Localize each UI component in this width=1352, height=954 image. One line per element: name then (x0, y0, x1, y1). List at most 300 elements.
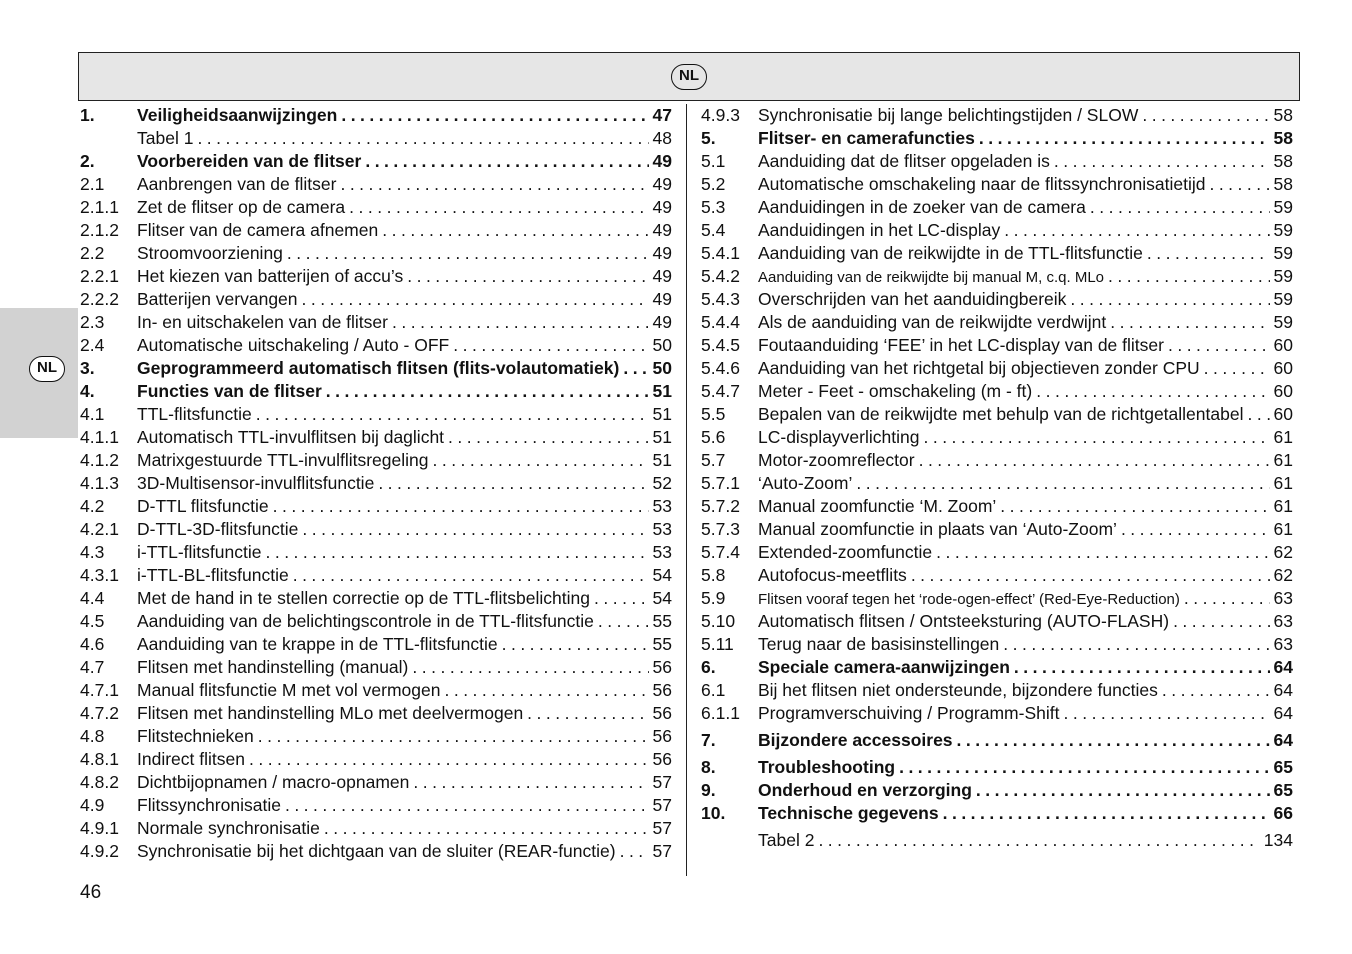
toc-entry[interactable] (80, 426, 672, 449)
toc-entry-number: 4.9.3 (701, 105, 740, 125)
toc-dot-leader (407, 265, 648, 288)
toc-entry-page: 53 (652, 519, 672, 539)
toc-entry-number: 2. (80, 151, 95, 171)
toc-entry-page: 59 (1273, 243, 1293, 263)
toc-entry[interactable] (701, 334, 1293, 357)
toc-entry-title: Synchronisatie bij het dichtgaan van de sluiter (REAR-functie) (137, 841, 616, 861)
toc-dot-leader (1014, 656, 1270, 679)
toc-dot-leader (1173, 610, 1269, 633)
toc-entry-page: 64 (1273, 703, 1293, 723)
toc-entry-title: i-TTL-flitsfunctie (137, 542, 262, 562)
toc-entry-page: 58 (1273, 128, 1293, 148)
toc-entry-number: 4.9 (80, 795, 105, 815)
toc-dot-leader (453, 334, 648, 357)
toc-dot-leader (285, 794, 649, 817)
toc-dot-leader (1063, 702, 1269, 725)
toc-dot-leader (382, 219, 648, 242)
toc-entry-page: 62 (1273, 542, 1293, 562)
toc-entry[interactable] (80, 288, 672, 311)
toc-entry-title: Flitstechnieken (137, 726, 254, 746)
toc-entry-title: In- en uitschakelen van de flitser (137, 312, 388, 332)
toc-entry-title: 3D-Multisensor-invulflitsfunctie (137, 473, 375, 493)
toc-entry-page: 49 (652, 197, 672, 217)
toc-entry[interactable] (701, 633, 1293, 656)
toc-dot-leader (957, 729, 1270, 752)
toc-entry-number: 4.1.1 (80, 427, 119, 447)
toc-dot-leader (976, 779, 1270, 802)
toc-entry-page: 49 (652, 266, 672, 286)
toc-entry-title: Flitsen vooraf tegen het ‘rode-ogen-effect’ (Red-Eye-Reduction) (758, 591, 1180, 608)
toc-entry-number: 4.9.2 (80, 841, 119, 861)
toc-entry-number: 5.4.5 (701, 335, 740, 355)
toc-entry-page: 51 (652, 404, 672, 424)
toc-entry-title: Flitsen met handinstelling MLo met deelvermogen (137, 703, 524, 723)
toc-entry-number: 6. (701, 657, 716, 677)
toc-entry-title: Automatisch flitsen / Ontsteeksturing (AUTO-FLASH) (758, 611, 1170, 631)
toc-entry[interactable] (80, 196, 672, 219)
toc-entry-number: 5.4.7 (701, 381, 740, 401)
toc-entry-page: 64 (1273, 730, 1293, 750)
toc-dot-leader (324, 817, 649, 840)
toc-entry[interactable] (80, 150, 672, 173)
toc-entry[interactable] (80, 495, 672, 518)
toc-entry-page: 61 (1273, 427, 1293, 447)
toc-dot-leader (287, 242, 649, 265)
toc-entry-title: Extended-zoomfunctie (758, 542, 933, 562)
page-number: 46 (80, 882, 102, 903)
toc-entry-title: Aanduiding dat de flitser opgeladen is (758, 151, 1050, 171)
toc-dot-leader (340, 173, 648, 196)
toc-entry-page: 48 (652, 128, 672, 148)
toc-entry[interactable] (701, 127, 1293, 150)
toc-entry[interactable] (701, 403, 1293, 426)
toc-entry-page: 59 (1273, 266, 1293, 286)
toc-entry[interactable] (80, 242, 672, 265)
toc-entry-title: Technische gegevens (758, 803, 939, 823)
toc-entry-page: 60 (1273, 404, 1293, 424)
toc-entry-number: 5.2 (701, 174, 726, 194)
toc-dot-leader (623, 357, 648, 380)
toc-entry[interactable] (80, 449, 672, 472)
toc-dot-leader (378, 472, 648, 495)
toc-entry-title: Normale synchronisatie (137, 818, 320, 838)
toc-entry-page: 57 (652, 841, 672, 861)
toc-entry[interactable] (80, 104, 672, 127)
toc-entry-number: 2.1.2 (80, 220, 119, 240)
toc-entry-page: 56 (652, 680, 672, 700)
toc-entry-page: 51 (652, 427, 672, 447)
toc-entry-number: 4.1.3 (80, 473, 119, 493)
toc-entry-page: 55 (652, 634, 672, 654)
toc-entry[interactable] (80, 817, 672, 840)
toc-entry-number: 5. (701, 128, 716, 148)
toc-entry-page: 55 (652, 611, 672, 631)
toc-entry[interactable] (701, 587, 1293, 610)
toc-entry-page: 65 (1273, 780, 1293, 800)
toc-dot-leader (911, 564, 1270, 587)
toc-entry-title: Autofocus-meetflits (758, 565, 907, 585)
toc-entry[interactable] (701, 829, 1293, 852)
toc-entry-title: Overschrijden van het aanduidingbereik (758, 289, 1067, 309)
toc-entry[interactable] (701, 472, 1293, 495)
toc-dot-leader (1070, 288, 1269, 311)
toc-entry-page: 49 (652, 243, 672, 263)
toc-entry[interactable] (701, 196, 1293, 219)
toc-entry[interactable] (80, 334, 672, 357)
toc-entry[interactable] (701, 265, 1293, 288)
toc-entry-number: 6.1 (701, 680, 726, 700)
toc-entry-number: 4.4 (80, 588, 105, 608)
toc-entry-number: 5.4.3 (701, 289, 740, 309)
toc-entry[interactable] (80, 771, 672, 794)
toc-dot-leader (1036, 380, 1269, 403)
toc-entry-number: 5.4 (701, 220, 726, 240)
toc-entry[interactable] (80, 840, 672, 863)
toc-entry-title: Indirect flitsen (137, 749, 245, 769)
toc-entry-title: Flitser van de camera afnemen (137, 220, 379, 240)
toc-entry-title: D-TTL-3D-flitsfunctie (137, 519, 299, 539)
toc-entry-title: Aanduiding van de reikwijdte in de TTL-flitsfunctie (758, 243, 1143, 263)
toc-dot-leader (392, 311, 649, 334)
toc-entry-number: 4.2 (80, 496, 105, 516)
toc-dot-leader (923, 426, 1269, 449)
toc-entry-number: 4.3.1 (80, 565, 119, 585)
toc-entry-page: 61 (1273, 450, 1293, 470)
toc-entry-title: TTL-flitsfunctie (137, 404, 252, 424)
toc-entry-page: 60 (1273, 335, 1293, 355)
toc-dot-leader (273, 495, 649, 518)
toc-entry-number: 10. (701, 803, 726, 823)
toc-entry[interactable] (701, 288, 1293, 311)
toc-dot-leader (448, 426, 648, 449)
toc-entry-title: Tabel 2 (758, 830, 815, 850)
toc-entry-title: Synchronisatie bij lange belichtingstijden / SLOW (758, 105, 1139, 125)
toc-dot-leader (1000, 495, 1269, 518)
toc-entry[interactable] (80, 564, 672, 587)
toc-left-column (80, 104, 672, 863)
toc-entry-number: 4.1.2 (80, 450, 119, 470)
toc-entry-title: Troubleshooting (758, 757, 896, 777)
toc-entry-page: 62 (1273, 565, 1293, 585)
toc-entry-title: Foutaanduiding ‘FEE’ in het LC-display van de flitser (758, 335, 1164, 355)
toc-dot-leader (1003, 633, 1269, 656)
toc-entry[interactable] (80, 472, 672, 495)
toc-dot-leader (594, 587, 649, 610)
toc-entry[interactable] (701, 242, 1293, 265)
toc-dot-leader (1162, 679, 1270, 702)
toc-entry-number: 5.10 (701, 611, 736, 631)
toc-entry[interactable] (80, 311, 672, 334)
toc-entry-page: 57 (652, 818, 672, 838)
toc-entry[interactable] (80, 541, 672, 564)
toc-entry-page: 49 (652, 174, 672, 194)
toc-entry-page: 47 (652, 105, 672, 125)
toc-dot-leader (936, 541, 1269, 564)
toc-entry-page: 59 (1273, 197, 1293, 217)
toc-entry-number: 4.2.1 (80, 519, 119, 539)
toc-entry-number: 3. (80, 358, 95, 378)
toc-entry-title: Automatische omschakeling naar de flitssynchronisatietijd (758, 174, 1206, 194)
toc-entry-page: 60 (1273, 381, 1293, 401)
toc-dot-leader (249, 748, 649, 771)
toc-entry-number: 5.4.1 (701, 243, 740, 263)
toc-entry-number: 2.2.2 (80, 289, 119, 309)
toc-entry[interactable] (80, 127, 672, 150)
toc-entry-page: 50 (652, 335, 672, 355)
toc-entry-page: 53 (652, 542, 672, 562)
toc-entry-title: Bepalen van de reikwijdte met behulp van de richtgetallentabel (758, 404, 1244, 424)
toc-entry-number: 5.7.1 (701, 473, 740, 493)
toc-entry-number: 7. (701, 730, 716, 750)
toc-entry-page: 63 (1273, 611, 1293, 631)
toc-entry-number: 9. (701, 780, 716, 800)
toc-entry-page: 63 (1273, 588, 1293, 608)
toc-entry-number: 1. (80, 105, 95, 125)
toc-dot-leader (818, 829, 1259, 852)
toc-entry-page: 59 (1273, 220, 1293, 240)
toc-entry-page: 57 (652, 772, 672, 792)
toc-entry-number: 4.8.2 (80, 772, 119, 792)
toc-entry-page: 50 (652, 358, 672, 378)
toc-entry-number: 8. (701, 757, 716, 777)
toc-entry[interactable] (701, 541, 1293, 564)
toc-dot-leader (256, 403, 649, 426)
toc-entry[interactable] (80, 725, 672, 748)
toc-entry[interactable] (80, 610, 672, 633)
toc-dot-leader (341, 104, 648, 127)
toc-entry-number: 2.4 (80, 335, 105, 355)
toc-entry-page: 56 (652, 657, 672, 677)
toc-dot-leader (432, 449, 648, 472)
toc-entry[interactable] (80, 380, 672, 403)
toc-entry[interactable] (701, 802, 1293, 825)
toc-dot-leader (899, 756, 1269, 779)
toc-entry-page: 65 (1273, 757, 1293, 777)
toc-dot-leader (1121, 518, 1270, 541)
toc-entry-number: 5.1 (701, 151, 726, 171)
toc-entry-title: Manual zoomfunctie in plaats van ‘Auto-Zoom’ (758, 519, 1117, 539)
toc-entry[interactable] (701, 495, 1293, 518)
toc-entry-number: 2.1 (80, 174, 105, 194)
toc-dot-leader (197, 127, 648, 150)
toc-entry[interactable] (701, 173, 1293, 196)
toc-entry[interactable] (80, 403, 672, 426)
toc-entry-title: ‘Auto-Zoom’ (758, 473, 853, 493)
toc-entry-number: 4.5 (80, 611, 105, 631)
toc-entry-title: Flitsen met handinstelling (manual) (137, 657, 409, 677)
toc-entry-title: Automatische uitschakeling / Auto - OFF (137, 335, 450, 355)
toc-entry-page: 64 (1273, 680, 1293, 700)
toc-entry[interactable] (701, 564, 1293, 587)
toc-entry[interactable] (80, 265, 672, 288)
toc-entry-page: 49 (652, 289, 672, 309)
toc-entry-number: 5.6 (701, 427, 726, 447)
toc-entry[interactable] (701, 219, 1293, 242)
toc-entry[interactable] (80, 656, 672, 679)
toc-dot-leader (293, 564, 649, 587)
toc-entry-number: 6.1.1 (701, 703, 740, 723)
toc-entry-page: 49 (652, 312, 672, 332)
toc-entry-page: 49 (652, 220, 672, 240)
toc-entry-page: 61 (1273, 519, 1293, 539)
toc-entry-title: Batterijen vervangen (137, 289, 298, 309)
toc-entry-number: 2.2 (80, 243, 105, 263)
toc-entry-number: 4.8 (80, 726, 105, 746)
toc-dot-leader (1142, 104, 1269, 127)
toc-entry-page: 56 (652, 749, 672, 769)
toc-dot-leader (1247, 403, 1269, 426)
toc-dot-leader (365, 150, 648, 173)
toc-entry-page: 56 (652, 726, 672, 746)
toc-right-column (701, 104, 1293, 852)
toc-entry-title: Dichtbijopnamen / macro-opnamen (137, 772, 410, 792)
toc-entry[interactable] (701, 729, 1293, 752)
toc-entry-page: 58 (1273, 105, 1293, 125)
toc-entry-number: 4.3 (80, 542, 105, 562)
toc-entry-title: Terug naar de basisinstellingen (758, 634, 1000, 654)
toc-entry-title: LC-displayverlichting (758, 427, 920, 447)
side-language-badge: NL (29, 356, 65, 382)
toc-dot-leader (349, 196, 648, 219)
toc-dot-leader (979, 127, 1270, 150)
toc-entry-number: 2.3 (80, 312, 105, 332)
toc-dot-leader (444, 679, 648, 702)
toc-entry[interactable] (701, 702, 1293, 725)
toc-entry-title: Als de aanduiding van de reikwijdte verdwijnt (758, 312, 1107, 332)
toc-entry-page: 59 (1273, 289, 1293, 309)
toc-entry-number: 5.5 (701, 404, 726, 424)
toc-entry-page: 51 (652, 381, 672, 401)
toc-dot-leader (1209, 173, 1269, 196)
toc-entry[interactable] (80, 702, 672, 725)
toc-entry-page: 66 (1273, 803, 1293, 823)
toc-entry-number: 2.1.1 (80, 197, 119, 217)
toc-entry-title: Automatisch TTL-invulflitsen bij daglicht (137, 427, 445, 447)
language-badge: NL (671, 64, 707, 90)
toc-entry[interactable] (701, 610, 1293, 633)
toc-entry-page: 59 (1273, 312, 1293, 332)
toc-entry[interactable] (701, 380, 1293, 403)
toc-entry[interactable] (80, 173, 672, 196)
toc-entry[interactable] (80, 633, 672, 656)
toc-entry-page: 54 (652, 565, 672, 585)
toc-entry-title: Aanduiding van het richtgetal bij objectieven zonder CPU (758, 358, 1200, 378)
toc-dot-leader (1054, 150, 1270, 173)
toc-entry-title: Meter - Feet - omschakeling (m - ft) (758, 381, 1033, 401)
toc-entry[interactable] (701, 779, 1293, 802)
toc-entry[interactable] (80, 794, 672, 817)
toc-dot-leader (1090, 196, 1270, 219)
toc-entry-number: 4.9.1 (80, 818, 119, 838)
toc-entry[interactable] (701, 104, 1293, 127)
toc-entry-number: 5.7.2 (701, 496, 740, 516)
toc-dot-leader (856, 472, 1269, 495)
toc-entry[interactable] (701, 311, 1293, 334)
toc-entry[interactable] (701, 756, 1293, 779)
toc-dot-leader (326, 380, 649, 403)
toc-entry-page: 61 (1273, 496, 1293, 516)
toc-entry-title: Aanduiding van de belichtingscontrole in de TTL-flitsfunctie (137, 611, 594, 631)
toc-entry-title: Aanduiding van de reikwijdte bij manual M, c.q. MLo (758, 269, 1105, 286)
toc-entry-page: 54 (652, 588, 672, 608)
toc-entry-title: Met de hand in te stellen correctie op de TTL-flitsbelichting (137, 588, 590, 608)
toc-dot-leader (413, 771, 648, 794)
toc-entry-page: 61 (1273, 473, 1293, 493)
toc-entry[interactable] (80, 357, 672, 380)
toc-entry-title: Motor-zoomreflector (758, 450, 915, 470)
toc-entry-title: Het kiezen van batterijen of accu’s (137, 266, 404, 286)
toc-entry-title: Functies van de flitser (137, 381, 322, 401)
toc-entry-title: Tabel 1 (137, 128, 194, 148)
toc-entry-number: 5.4.6 (701, 358, 740, 378)
toc-dot-leader (1108, 265, 1270, 288)
toc-entry-page: 57 (652, 795, 672, 815)
toc-entry-title: Manual zoomfunctie ‘M. Zoom’ (758, 496, 997, 516)
toc-entry[interactable] (701, 426, 1293, 449)
toc-entry-page: 58 (1273, 151, 1293, 171)
toc-entry[interactable] (701, 357, 1293, 380)
toc-dot-leader (265, 541, 648, 564)
toc-entry[interactable] (701, 679, 1293, 702)
toc-entry-title: Flitssynchronisatie (137, 795, 281, 815)
toc-entry-title: Bij het flitsen niet ondersteunde, bijzondere functies (758, 680, 1158, 700)
toc-entry-page: 134 (1263, 830, 1293, 850)
toc-entry[interactable] (701, 150, 1293, 173)
toc-entry-page: 52 (652, 473, 672, 493)
toc-dot-leader (943, 802, 1270, 825)
toc-entry-page: 56 (652, 703, 672, 723)
toc-entry-title: Aanduidingen in de zoeker van de camera (758, 197, 1086, 217)
toc-entry[interactable] (80, 587, 672, 610)
toc-dot-leader (620, 840, 649, 863)
toc-dot-leader (1184, 587, 1270, 610)
toc-entry-number: 5.11 (701, 634, 734, 654)
toc-entry-page: 60 (1273, 358, 1293, 378)
toc-entry-number: 5.9 (701, 588, 726, 608)
toc-entry-number: 5.4.4 (701, 312, 740, 332)
toc-entry[interactable] (80, 219, 672, 242)
toc-entry-number: 5.3 (701, 197, 726, 217)
toc-entry-title: Veiligheidsaanwijzingen (137, 105, 338, 125)
toc-entry[interactable] (701, 518, 1293, 541)
toc-entry[interactable] (80, 679, 672, 702)
toc-dot-leader (598, 610, 649, 633)
toc-entry-number: 4.7.1 (80, 680, 119, 700)
toc-dot-leader (527, 702, 648, 725)
toc-dot-leader (1147, 242, 1270, 265)
toc-dot-leader (412, 656, 648, 679)
toc-entry-title: i-TTL-BL-flitsfunctie (137, 565, 289, 585)
toc-entry-number: 4.1 (80, 404, 105, 424)
toc-entry[interactable] (80, 748, 672, 771)
toc-entry-number: 4.7 (80, 657, 105, 677)
toc-dot-leader (1204, 357, 1270, 380)
toc-entry-title: Matrixgestuurde TTL-invulflitsregeling (137, 450, 429, 470)
toc-dot-leader (502, 633, 649, 656)
toc-entry-title: Programverschuiving / Programm-Shift (758, 703, 1060, 723)
toc-entry[interactable] (701, 449, 1293, 472)
toc-entry-title: Voorbereiden van de flitser (137, 151, 362, 171)
toc-entry[interactable] (701, 656, 1293, 679)
toc-entry-title: Onderhoud en verzorging (758, 780, 972, 800)
toc-entry-title: Bijzondere accessoires (758, 730, 953, 750)
toc-entry-title: D-TTL flitsfunctie (137, 496, 269, 516)
toc-entry[interactable] (80, 518, 672, 541)
toc-entry-page: 58 (1273, 174, 1293, 194)
toc-entry-title: Zet de flitser op de camera (137, 197, 346, 217)
toc-entry-number: 4. (80, 381, 95, 401)
toc-entry-number: 5.8 (701, 565, 726, 585)
